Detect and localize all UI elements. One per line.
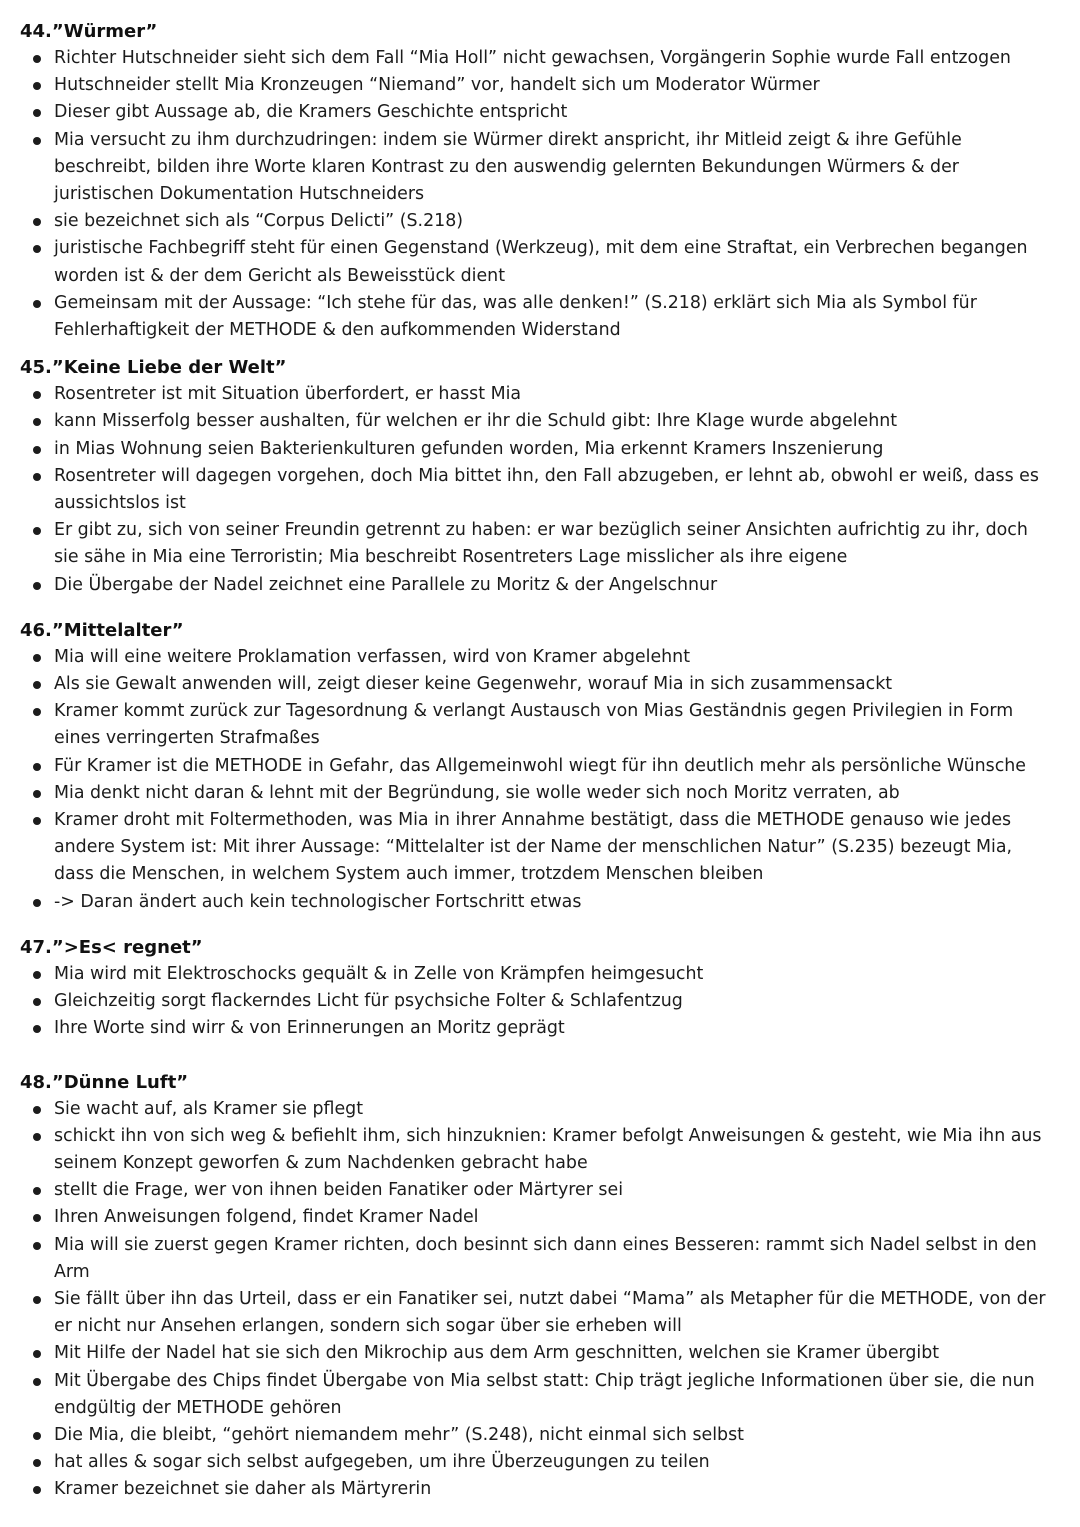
bullet-item: Gleichzeitig sorgt flackerndes Licht für psychsiche Folter & Schlafentzug: [20, 988, 1050, 1015]
section-heading: 48.”Dünne Luft”: [20, 1071, 189, 1093]
bullet-item: Ihren Anweisungen folgend, findet Kramer Nadel: [20, 1204, 1050, 1231]
bullet-item: stellt die Frage, wer von ihnen beiden Fanatiker oder Märtyrer sei: [20, 1177, 1050, 1204]
section-47: [20, 934, 1050, 1043]
bullet-item: Die Mia, die bleibt, “gehört niemandem mehr” (S.248), nicht einmal sich selbst: [20, 1422, 1050, 1449]
bullet-item: Er gibt zu, sich von seiner Freundin getrennt zu haben: er war bezüglich seiner Ansichten aufrichtig zu ihr, doch sie sähe in Mia eine Terroristin; Mia beschreibt Rosentreters Lage misslicher als ihre eigene: [20, 517, 1050, 571]
bullet-item: Mia wird mit Elektroschocks gequält & in Zelle von Krämpfen heimgesucht: [20, 961, 1050, 988]
section-heading: 46.”Mittelalter”: [20, 619, 184, 641]
bullet-item: Kramer droht mit Foltermethoden, was Mia in ihrer Annahme bestätigt, dass die METHODE genauso wie jedes andere System ist: Mit ihrer Aussage: “Mittelalter ist der Name der menschlichen Natur” (S.235) bezeugt Mia, dass die Menschen, in welchem System auch immer, trotzdem Menschen bleiben: [20, 807, 1050, 889]
section-44: [20, 18, 1050, 344]
bullet-list: [20, 644, 1050, 916]
bullet-list: [20, 1096, 1050, 1504]
bullet-item: Sie wacht auf, als Kramer sie pflegt: [20, 1096, 1050, 1123]
bullet-item: Mia versucht zu ihm durchzudringen: indem sie Würmer direkt anspricht, ihr Mitleid zeigt & ihre Gefühle beschreibt, bilden ihre Worte klaren Kontrast zu den auswendig gelernten Bekundungen Würmers & der juristischen Dokumentation Hutschneiders: [20, 127, 1050, 209]
bullet-item: Mia denkt nicht daran & lehnt mit der Begründung, sie wolle weder sich noch Moritz verraten, ab: [20, 780, 1050, 807]
bullet-item: juristische Fachbegriff steht für einen Gegenstand (Werkzeug), mit dem eine Straftat, ein Verbrechen begangen worden ist & der dem Gericht als Beweisstück dient: [20, 235, 1050, 289]
bullet-list: [20, 381, 1050, 599]
bullet-item: Rosentreter ist mit Situation überfordert, er hasst Mia: [20, 381, 1050, 408]
bullet-item: hat alles & sogar sich selbst aufgegeben, um ihre Überzeugungen zu teilen: [20, 1449, 1050, 1476]
bullet-item: Sie fällt über ihn das Urteil, dass er ein Fanatiker sei, nutzt dabei “Mama” als Metapher für die METHODE, von der er nicht nur Ansehen erlangen, sondern sich sogar über sie erheben will: [20, 1286, 1050, 1340]
bullet-item: Dieser gibt Aussage ab, die Kramers Geschichte entspricht: [20, 99, 1050, 126]
bullet-item: Mit Übergabe des Chips findet Übergabe von Mia selbst statt: Chip trägt jegliche Informationen über sie, die nun endgültig der METHODE gehören: [20, 1368, 1050, 1422]
bullet-item: Gemeinsam mit der Aussage: “Ich stehe für das, was alle denken!” (S.218) erklärt sich Mia als Symbol für Fehlerhaftigkeit der METHODE & den aufkommenden Widerstand: [20, 290, 1050, 344]
bullet-item: Kramer kommt zurück zur Tagesordnung & verlangt Austausch von Mias Geständnis gegen Privilegien in Form eines verringerten Strafmaßes: [20, 698, 1050, 752]
bullet-item: Rosentreter will dagegen vorgehen, doch Mia bittet ihn, den Fall abzugeben, er lehnt ab, obwohl er weiß, dass es aussichtslos ist: [20, 463, 1050, 517]
bullet-item: kann Misserfolg besser aushalten, für welchen er ihr die Schuld gibt: Ihre Klage wurde abgelehnt: [20, 408, 1050, 435]
section-45: [20, 354, 1050, 599]
section-46: [20, 617, 1050, 916]
bullet-list: [20, 961, 1050, 1043]
bullet-item: Mit Hilfe der Nadel hat sie sich den Mikrochip aus dem Arm geschnitten, welchen sie Kramer übergibt: [20, 1340, 1050, 1367]
bullet-item: Die Übergabe der Nadel zeichnet eine Parallele zu Moritz & der Angelschnur: [20, 572, 1050, 599]
section-heading: 47.”>Es< regnet”: [20, 936, 203, 958]
bullet-item: Ihre Worte sind wirr & von Erinnerungen an Moritz geprägt: [20, 1015, 1050, 1042]
bullet-item: Für Kramer ist die METHODE in Gefahr, das Allgemeinwohl wiegt für ihn deutlich mehr als persönliche Wünsche: [20, 753, 1050, 780]
bullet-item: Hutschneider stellt Mia Kronzeugen “Niemand” vor, handelt sich um Moderator Würmer: [20, 72, 1050, 99]
bullet-item: Als sie Gewalt anwenden will, zeigt dieser keine Gegenwehr, worauf Mia in sich zusammensackt: [20, 671, 1050, 698]
bullet-item: Mia will sie zuerst gegen Kramer richten, doch besinnt sich dann eines Besseren: rammt sich Nadel selbst in den Arm: [20, 1232, 1050, 1286]
section-heading: 44.”Würmer”: [20, 21, 158, 42]
section-heading: 45.”Keine Liebe der Welt”: [20, 357, 287, 379]
bullet-item: Mia will eine weitere Proklamation verfassen, wird von Kramer abgelehnt: [20, 644, 1050, 671]
section-48: [20, 1069, 1050, 1504]
bullet-item: schickt ihn von sich weg & befiehlt ihm, sich hinzuknien: Kramer befolgt Anweisungen & gesteht, wie Mia ihn aus seinem Konzept geworfen & zum Nachdenken gebracht habe: [20, 1123, 1050, 1177]
bullet-item: in Mias Wohnung seien Bakterienkulturen gefunden worden, Mia erkennt Kramers Inszenierung: [20, 436, 1050, 463]
bullet-item: Richter Hutschneider sieht sich dem Fall “Mia Holl” nicht gewachsen, Vorgängerin Sophie wurde Fall entzogen: [20, 45, 1050, 72]
bullet-item: sie bezeichnet sich als “Corpus Delicti” (S.218): [20, 208, 1050, 235]
bullet-list: [20, 45, 1050, 344]
bullet-item: -> Daran ändert auch kein technologischer Fortschritt etwas: [20, 889, 1050, 916]
bullet-item: Kramer bezeichnet sie daher als Märtyrerin: [20, 1476, 1050, 1503]
